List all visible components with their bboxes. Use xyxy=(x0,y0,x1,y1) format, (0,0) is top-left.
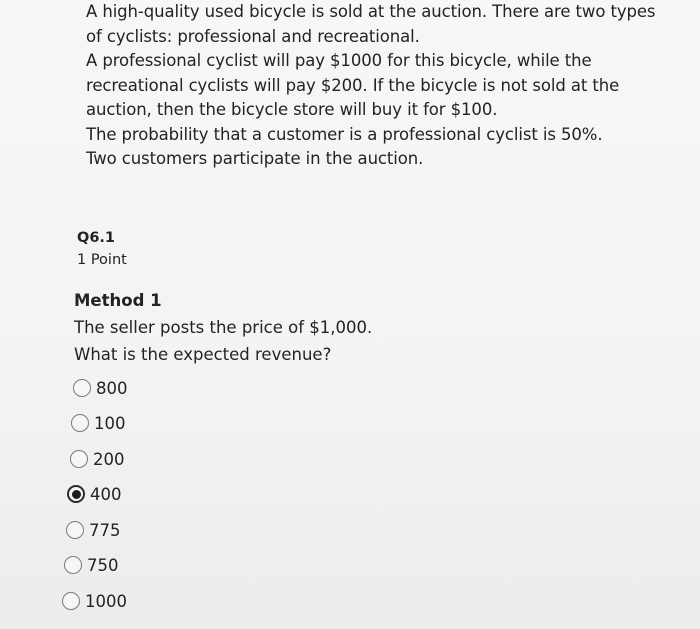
question-header xyxy=(77,227,127,271)
option-400[interactable] xyxy=(67,482,122,506)
intro-line-2: of cyclists: professional and recreational. xyxy=(86,26,420,46)
question-points: 1 Point xyxy=(77,252,127,268)
question-text-1: The seller posts the price of $1,000. xyxy=(74,318,373,337)
intro-line-1: A high-quality used bicycle is sold at the auction. There are two types xyxy=(86,2,656,21)
option-label: 200 xyxy=(93,449,125,469)
radio-button[interactable] xyxy=(64,556,82,574)
option-label: 750 xyxy=(87,555,119,575)
problem-statement xyxy=(86,0,686,172)
option-label: 800 xyxy=(96,378,128,398)
radio-button[interactable] xyxy=(66,521,84,539)
radio-button-selected[interactable] xyxy=(67,485,85,503)
intro-line-4: recreational cyclists will pay $200. If the bicycle is not sold at the xyxy=(86,75,620,95)
option-750[interactable] xyxy=(64,553,119,577)
option-label: 1000 xyxy=(85,591,127,611)
intro-line-7: Two customers participate in the auction. xyxy=(86,149,424,168)
radio-button[interactable] xyxy=(62,592,80,610)
intro-line-6: The probability that a customer is a professional cyclist is 50%. xyxy=(86,124,603,144)
option-1000[interactable] xyxy=(62,589,127,613)
option-800[interactable] xyxy=(73,376,128,400)
question-text-2: What is the expected revenue? xyxy=(74,345,332,364)
intro-line-3: A professional cyclist will pay $1000 for this bicycle, while the xyxy=(86,51,592,70)
method-heading: Method 1 xyxy=(74,291,162,310)
option-label: 100 xyxy=(94,413,126,433)
option-200[interactable] xyxy=(70,447,125,471)
radio-button[interactable] xyxy=(70,450,88,468)
intro-line-5: auction, then the bicycle store will buy it for $100. xyxy=(86,100,498,119)
question-number: Q6.1 xyxy=(77,230,116,246)
option-label: 400 xyxy=(90,484,122,504)
option-100[interactable] xyxy=(71,411,126,435)
radio-button[interactable] xyxy=(73,379,91,397)
option-775[interactable] xyxy=(66,518,121,542)
option-label: 775 xyxy=(89,520,121,540)
question-body xyxy=(74,287,372,368)
radio-button[interactable] xyxy=(71,414,89,432)
